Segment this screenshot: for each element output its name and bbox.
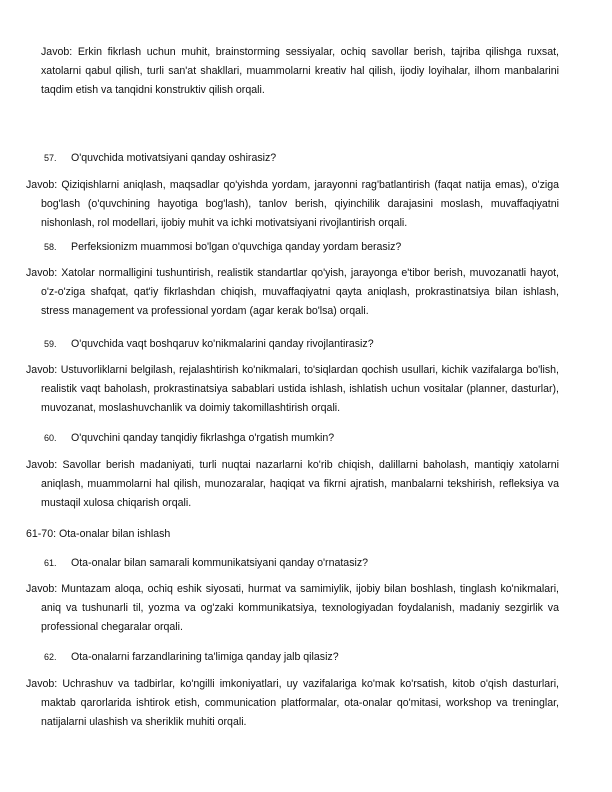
question-text: Ota-onalarni farzandlarining ta'limiga qanday jalb qilasiz? <box>71 651 339 663</box>
question-59 <box>44 337 374 351</box>
question-62 <box>44 650 339 664</box>
question-text: O'quvchida motivatsiyani qanday oshirasiz? <box>71 152 277 164</box>
answer-61: Javob: Muntazam aloqa, ochiq eshik siyosati, hurmat va samimiylik, ijobiy bilan boshlash, tinglash ko'nikmalari, aniq va tushunarli til, yozma va og'zaki kommunikatsiya, texnologiyadan foydalanish, madaniy sezgirlik va professional chegaralar orqali. <box>26 583 559 634</box>
answer-57: Javob: Qiziqishlarni aniqlash, maqsadlar qo'yishda yordam, jarayonni rag'batlantirish (faqat natija emas), o'ziga bog'lash (o'quvchining hayotiga bog'lash), tanlov berish, qiyinchilik darajasini moslash, muvaffaqiyatni nishonlash, rol modellari, ijobiy muhit va ichki motivatsiyani rivojlantirish orqali. <box>26 179 559 230</box>
question-text: O'quvchida vaqt boshqaruv ko'nikmalarini qanday rivojlantirasiz? <box>71 338 374 350</box>
answer-59: Javob: Ustuvorliklarni belgilash, rejalashtirish ko'nikmalari, to'siqlardan qochish usullari, kichik vazifalarga bo'lish, realistik vaqt baholash, prokrastinatsiya sabablari ustida ishlash, ishlatish uchun vositalar (planner, dasturlar), muvozanat, moslashuvchanlik va doimiy takomillashtirish orqali. <box>26 364 559 415</box>
question-58 <box>44 240 401 254</box>
question-60 <box>44 431 334 445</box>
question-number: 58. <box>44 242 57 252</box>
answer-58: Javob: Xatolar normalligini tushuntirish, realistik standartlar qo'yish, jarayonga e'tibor berish, muvozanatli hayot, o'z-o'ziga shafqat, qat'iy fikrlashdan chiqish, muvaffaqiyatni qayta aniqlash, prokrastinatsiya bilan ishlash, stress management va professional yordam (agar kerak bo'lsa) orqali. <box>26 267 559 318</box>
question-text: Perfeksionizm muammosi bo'lgan o'quvchiga qanday yordam berasiz? <box>71 241 402 253</box>
question-61 <box>44 556 368 570</box>
question-text: O'quvchini qanday tanqidiy fikrlashga o'rgatish mumkin? <box>71 432 335 444</box>
question-number: 57. <box>44 153 57 163</box>
question-number: 62. <box>44 652 57 662</box>
question-number: 60. <box>44 433 57 443</box>
question-57 <box>44 151 276 165</box>
answer-62: Javob: Uchrashuv va tadbirlar, ko'ngilli imkoniyatlari, uy vazifalariga ko'mak ko'rsatish, kitob o'qish dasturlari, maktab qarorlarida ishtirok etish, communication platformalar, ota-onalar qo'mitasi, workshop va treninglar, natijalarni ulashish va sheriklik muhiti orqali. <box>26 678 559 729</box>
section-heading: 61-70: Ota-onalar bilan ishlash <box>26 528 171 540</box>
answer-56: Javob: Erkin fikrlash uchun muhit, brainstorming sessiyalar, ochiq savollar berish, tajriba qilishga ruxsat, xatolarni qabul qilish, turli san'at shakllari, muammolarni kreativ hal qilish, ijodiy loyihalar, ilhom manbalarini taqdim etish va tanqidni konstruktiv qilish orqali. <box>41 46 559 97</box>
question-number: 61. <box>44 558 57 568</box>
question-text: Ota-onalar bilan samarali kommunikatsiyani qanday o'rnatasiz? <box>71 557 369 569</box>
answer-60: Javob: Savollar berish madaniyati, turli nuqtai nazarlarni ko'rib chiqish, dalillarni baholash, mantiqiy xatolarni aniqlash, muammolarni hal qilish, munozaralar, haqiqat va fikrni ajratish, manbalarni tekshirish, refleksiya va mustaqil xulosa chiqarish orqali. <box>26 459 559 510</box>
question-number: 59. <box>44 339 57 349</box>
